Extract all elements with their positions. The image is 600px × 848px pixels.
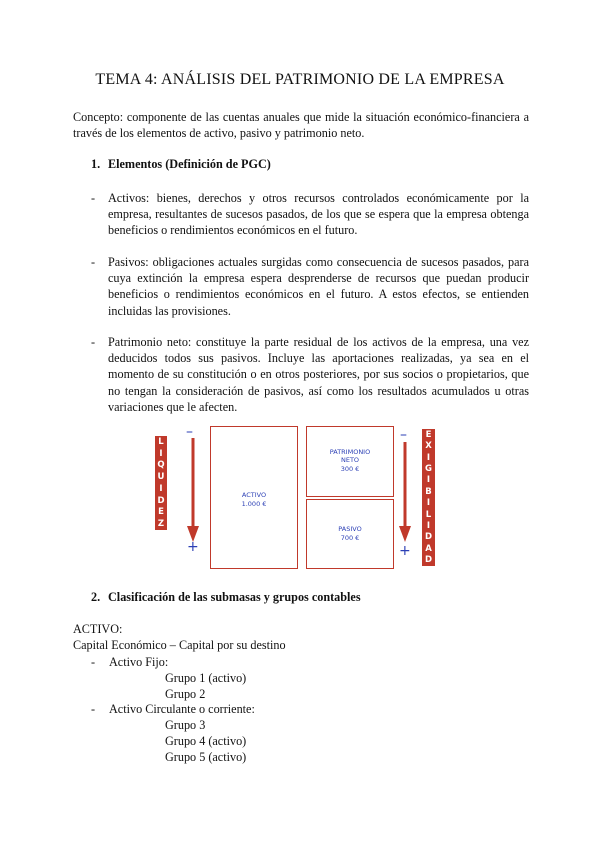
patrimonio-neto-label-1: PATRIMONIO (329, 448, 371, 456)
exigibilidad-bar (422, 429, 435, 566)
section-2-number: 2. (91, 590, 101, 604)
bullet-line: Pasivos: obligaciones actuales surgidas como consecuencia de sucesos pasados, para (108, 255, 529, 269)
exigibilidad-letter: X (425, 441, 432, 452)
exigibilidad-letter: I (426, 498, 431, 509)
patrimonio-neto-value: 300 € (340, 465, 360, 473)
bullet-line: beneficios o rendimientos económicos en el futuro. (108, 223, 358, 238)
section-1-title: Elementos (Definición de PGC) (108, 157, 271, 171)
activo-fijo-label: Activo Fijo: (109, 655, 169, 669)
grupo-2: Grupo 2 (165, 687, 206, 701)
section-1-heading (91, 157, 271, 172)
bullet-dash: - (91, 335, 96, 349)
pasivo-label: PASIVO (338, 525, 362, 533)
liquidez-letter: I (159, 448, 163, 459)
patrimonio-neto-box (306, 426, 394, 497)
liquidez-bar (155, 436, 167, 530)
left-down-arrow (186, 438, 200, 548)
exigibilidad-letter: I (426, 520, 431, 531)
liquidez-letter: Q (157, 460, 165, 471)
bullet-line: no tengan la consideración de pasivos, así como los resultados acumulados u otras (108, 383, 529, 398)
capital-line: Capital Económico – Capital por su destino (73, 638, 286, 652)
bullet-patrimonio-neto (91, 334, 529, 415)
exigibilidad-letter: L (425, 509, 432, 520)
grupo-1: Grupo 1 (activo) (165, 671, 247, 685)
liquidez-letter: L (158, 436, 164, 447)
right-down-arrow (398, 442, 412, 552)
activo-box (210, 426, 298, 569)
bullet-line: empresa, resultantes de sucesos pasados, de los que se espera que la empresa obtenga (108, 207, 529, 222)
liquidez-letter: E (158, 507, 164, 518)
activo-value: 1.000 € (241, 500, 267, 508)
activo-fijo-item (91, 654, 168, 670)
bullet-line: deducidos todos sus pasivos. Incluye las aportaciones realizadas, ya sea en el (108, 351, 529, 366)
right-minus-sign: – (400, 427, 407, 443)
bullet-dash: - (91, 702, 96, 716)
activo-circulante-label: Activo Circulante o corriente: (109, 702, 255, 716)
exigibilidad-letter: I (426, 452, 431, 463)
exigibilidad-letter: A (425, 543, 432, 554)
liquidez-letter: Z (157, 519, 165, 530)
concepto-line-2: través de los elementos de activo, pasivo y patrimonio neto. (73, 126, 365, 141)
exigibilidad-letter: D (424, 532, 433, 543)
bullet-line: beneficios o rendimientos económicos en el futuro. A estos efectos, se entienden (108, 287, 529, 302)
liquidez-letter: D (157, 495, 165, 506)
bullet-activos (91, 190, 529, 239)
bullet-dash: - (91, 655, 96, 669)
section-2-heading (91, 590, 361, 605)
grupo-5: Grupo 5 (activo) (165, 750, 247, 764)
bullet-line: momento de su constitución o en otros posteriores, por sus socios o propietarios, que (108, 367, 529, 382)
exigibilidad-letter: G (425, 463, 432, 474)
right-plus-sign: + (399, 543, 411, 559)
page-title: TEMA 4: ANÁLISIS DEL PATRIMONIO DE LA EMPRESA (95, 71, 505, 88)
concepto-line-1: Concepto: componente de las cuentas anuales que mide la situación económico-financiera a (73, 110, 529, 124)
bullet-dash: - (91, 191, 96, 205)
exigibilidad-letter: B (425, 486, 432, 497)
left-plus-sign: + (187, 539, 199, 555)
activo-circulante-item (91, 701, 255, 717)
bullet-line: cuya extinción la empresa espera desprenderse de recursos que puedan producir (108, 271, 529, 286)
activo-label: ACTIVO (241, 491, 267, 499)
pasivo-value: 700 € (340, 534, 360, 542)
liquidez-letter: I (159, 483, 163, 494)
left-minus-sign: – (186, 424, 193, 440)
pasivo-box (306, 499, 394, 569)
exigibilidad-letter: I (426, 475, 431, 486)
section-2-title: Clasificación de las submasas y grupos contables (108, 590, 361, 604)
bullet-pasivos (91, 254, 529, 319)
concepto-paragraph (73, 109, 529, 141)
exigibilidad-letter: D (424, 555, 433, 566)
liquidez-letter: U (157, 472, 165, 483)
bullet-line: Activos: bienes, derechos y otros recursos controlados económicamente por la (108, 191, 529, 205)
section-1-number: 1. (91, 157, 101, 171)
patrimonio-neto-label-2: NETO (340, 456, 360, 464)
bullet-dash: - (91, 255, 96, 269)
grupo-4: Grupo 4 (activo) (165, 734, 247, 748)
bullet-line: variaciones que le afecten. (108, 399, 238, 414)
activo-heading: ACTIVO: (73, 622, 123, 636)
grupo-3: Grupo 3 (165, 718, 206, 732)
bullet-line: incluidas las provisiones. (108, 303, 231, 318)
exigibilidad-letter: E (425, 429, 432, 440)
bullet-line: Patrimonio neto: constituye la parte residual de los activos de la empresa, una vez (108, 335, 529, 349)
